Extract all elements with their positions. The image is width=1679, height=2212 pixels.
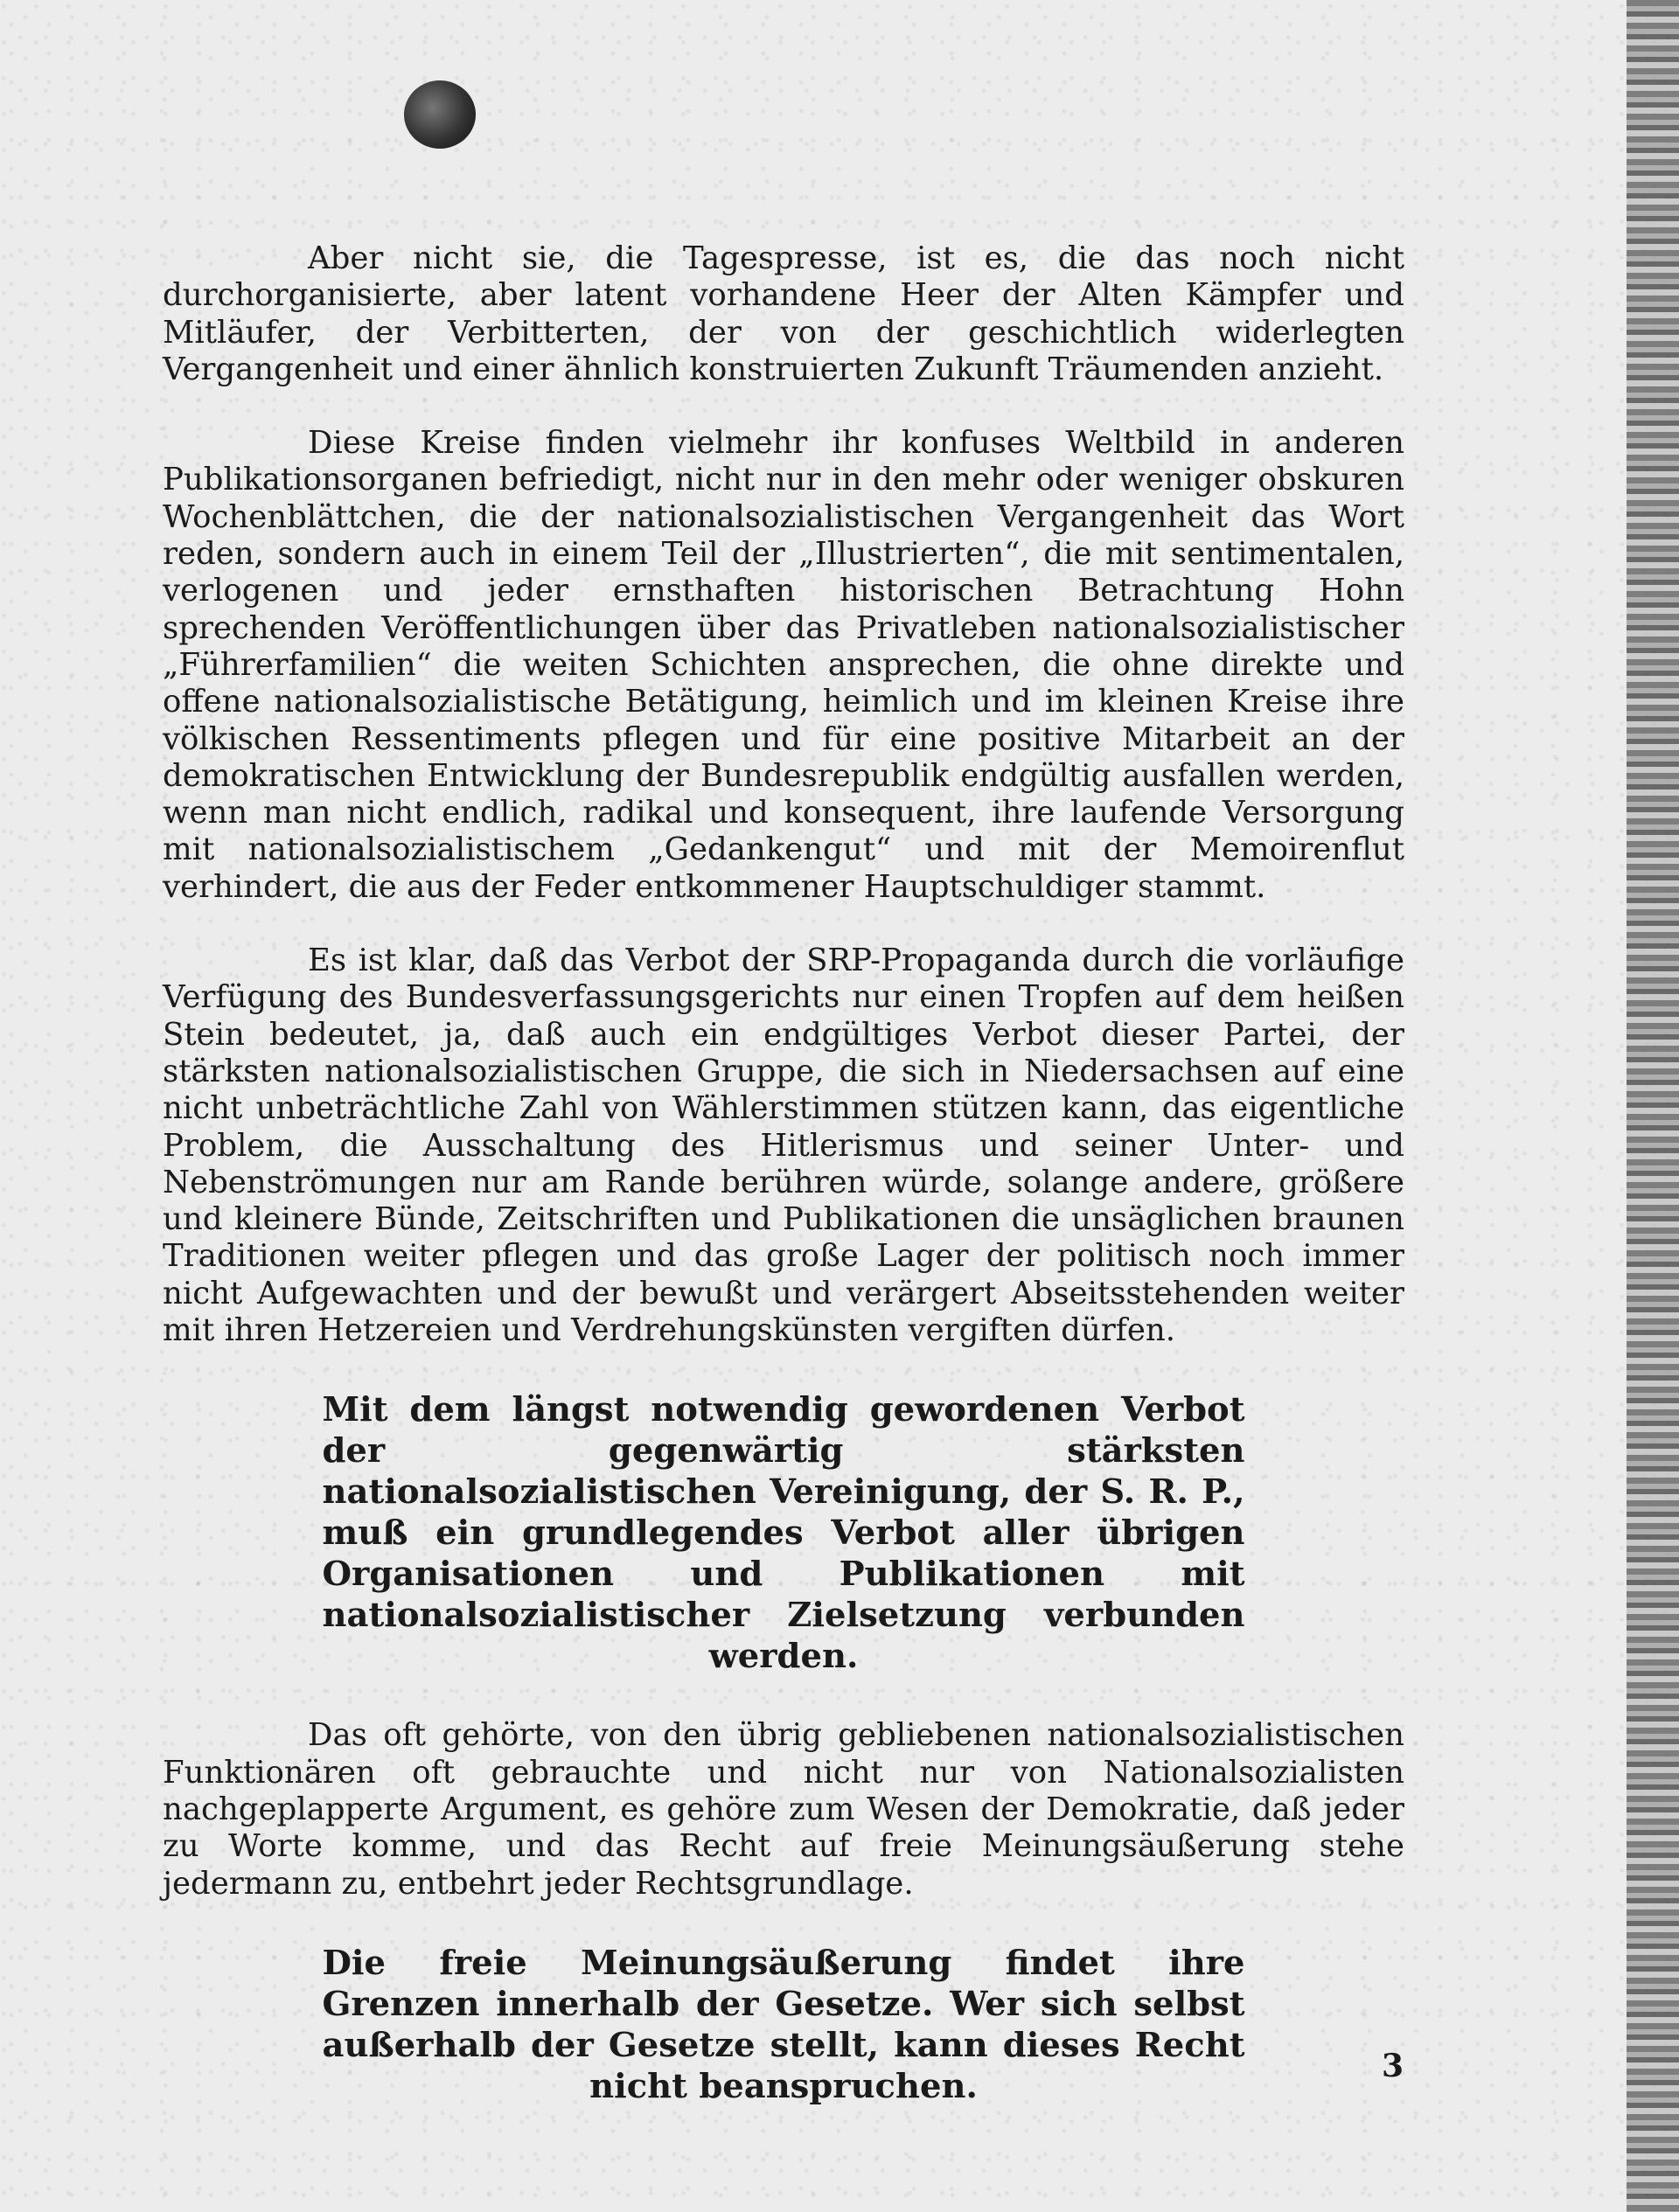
body-text — [163, 240, 1404, 2107]
highlight-statement-1: Mit dem längst notwendig gewordenen Verbot der gegenwärtig stärksten nationalsozialistischen Vereinigung, der S. R. P., muß ein grundlegendes Verbot aller übrigen Organisationen und Publikationen mit nationalsozialistischer Zielsetzung verbunden werden. — [322, 1390, 1245, 1677]
torn-page-edge — [1627, 0, 1679, 2212]
page-number: 3 — [1382, 2048, 1404, 2084]
paragraph-4: Das oft gehörte, von den übrig gebliebenen nationalsozialistischen Funktionären oft gebrauchte und nicht nur von Nationalsozialisten nachgeplapperte Argument, es gehöre zum Wesen der Demokratie, daß jeder zu Worte komme, und das Recht auf freie Meinungsäußerung stehe jedermann zu, entbehrt jeder Rechtsgrundlage. — [163, 1717, 1404, 1902]
paragraph-3: Es ist klar, daß das Verbot der SRP-Propaganda durch die vorläufige Verfügung des Bundesverfassungsgerichts nur einen Tropfen auf dem heißen Stein bedeutet, ja, daß auch ein endgültiges Verbot dieser Partei, der stärksten nationalsozialistischen Gruppe, die sich in Niedersachsen auf eine nicht unbeträchtliche Zahl von Wählerstimmen stützen kann, das eigentliche Problem, die Ausschaltung des Hitlerismus und seiner Unter- und Nebenströmungen nur am Rande berühren würde, solange andere, größere und kleinere Bünde, Zeitschriften und Publikationen die unsäglichen braunen Traditionen weiter pflegen und das große Lager der politisch noch immer nicht Aufgewachten und der bewußt und verärgert Abseitsstehenden weiter mit ihren Hetzereien und Verdrehungskünsten vergiften dürfen. — [163, 943, 1404, 1349]
paragraph-2: Diese Kreise finden vielmehr ihr konfuses Weltbild in anderen Publikationsorganen befriedigt, nicht nur in den mehr oder weniger obskuren Wochenblättchen, die der nationalsozialistischen Vergangenheit das Wort reden, sondern auch in einem Teil der „Illustrierten“, die mit sentimentalen, verlogenen und jeder ernsthaften historischen Betrachtung Hohn sprechenden Veröffentlichungen über das Privatleben nationalsozialistischer „Führerfamilien“ die weiten Schichten ansprechen, die ohne direkte und offene nationalsozialistische Betätigung, heimlich und im kleinen Kreise ihre völkischen Ressentiments pflegen und für eine positive Mitarbeit an der demokratischen Entwicklung der Bundesrepublik endgültig ausfallen werden, wenn man nicht endlich, radikal und konsequent, ihre laufende Versorgung mit nationalsozialistischem „Gedankengut“ und mit der Memoirenflut verhindert, die aus der Feder entkommener Hauptschuldiger stammt. — [163, 425, 1404, 905]
paragraph-1: Aber nicht sie, die Tagespresse, ist es, die das noch nicht durchorganisierte, aber latent vorhandene Heer der Alten Kämpfer und Mitläufer, der Verbitterten, der von der geschichtlich widerlegten Vergangenheit und einer ähnlich konstruierten Zukunft Träumenden anzieht. — [163, 240, 1404, 387]
punch-hole — [404, 80, 476, 149]
highlight-statement-2: Die freie Meinungsäußerung findet ihre Grenzen innerhalb der Gesetze. Wer sich selbst außerhalb der Gesetze stellt, kann dieses Recht nicht beanspruchen. — [322, 1943, 1245, 2106]
